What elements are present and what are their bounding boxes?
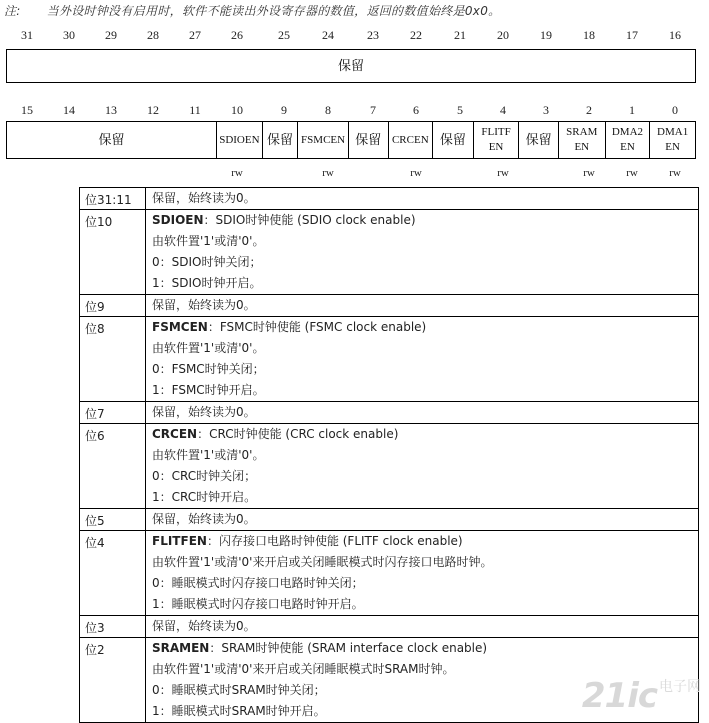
bit-number: 10	[231, 103, 243, 117]
desc-line: 保留，始终读为0。	[152, 405, 256, 419]
bit-number: 20	[497, 28, 509, 42]
desc-line: 0：SDIO时钟关闭；	[152, 255, 262, 269]
desc-line	[152, 424, 698, 445]
desc-line	[152, 210, 698, 231]
desc-row-bit8	[80, 317, 699, 402]
bit-number: 14	[63, 103, 75, 117]
desc-title: ：FSMC时钟使能 (FSMC clock enable)	[207, 320, 427, 334]
bit-number: 5	[457, 103, 463, 117]
bit-number: 17	[626, 28, 638, 42]
bit-number: 8	[325, 103, 331, 117]
desc-line: 保留，始终读为0。	[152, 298, 256, 312]
desc-line: 保留，始终读为0。	[152, 619, 256, 633]
desc-title: ：CRC时钟使能 (CRC clock enable)	[197, 427, 399, 441]
desc-line: 1：睡眠模式时闪存接口电路时钟开启。	[152, 597, 364, 611]
desc-line: 保留，始终读为0。	[152, 512, 256, 526]
desc-row-bit10	[80, 210, 699, 295]
bit-number: 11	[189, 103, 201, 117]
bit-number: 27	[189, 28, 201, 42]
bit-number: 3	[543, 103, 549, 117]
desc-title: ：SRAM时钟使能 (SRAM interface clock enable)	[209, 641, 488, 655]
field-dma2en	[605, 122, 650, 159]
desc-text	[146, 509, 699, 531]
desc-line: 由软件置'1'或清'0'。	[152, 341, 265, 355]
desc-bit-label: 位3	[80, 616, 146, 638]
desc-bit-label: 位5	[80, 509, 146, 531]
desc-text	[146, 317, 699, 402]
desc-text	[146, 402, 699, 424]
field-flitfen-line2: EN	[488, 141, 504, 153]
desc-line	[152, 317, 698, 338]
bit-number: 26	[231, 28, 243, 42]
field-flitfen-line1: FLITF	[481, 126, 511, 138]
desc-bit-label: 位8	[80, 317, 146, 402]
access-rw-bit4: rw	[497, 167, 509, 179]
desc-text	[146, 188, 699, 210]
reserved-field-9: 保留	[262, 122, 298, 159]
field-dma1en-line1: DMA1	[657, 126, 689, 138]
desc-bit-label: 位6	[80, 424, 146, 509]
bit-number: 4	[500, 103, 506, 117]
desc-line: 由软件置'1'或清'0'。	[152, 234, 265, 248]
bit-number: 24	[322, 28, 334, 42]
field-dma2en-line1: DMA2	[611, 126, 644, 138]
bit-number: 23	[367, 28, 379, 42]
desc-text	[146, 616, 699, 638]
desc-bit-label: 位9	[80, 295, 146, 317]
desc-line: 0：CRC时钟关闭；	[152, 469, 257, 483]
desc-line	[152, 638, 698, 659]
desc-row-bit9	[80, 295, 699, 317]
field-flitfen	[473, 122, 519, 159]
note-label: 注:	[4, 4, 21, 18]
desc-title: ：SDIO时钟使能 (SDIO clock enable)	[203, 213, 416, 227]
desc-bit-label: 位10	[80, 210, 146, 295]
desc-line: 0：FSMC时钟关闭；	[152, 362, 265, 376]
desc-line: 由软件置'1'或清'0'来开启或关闭睡眠模式时闪存接口电路时钟。	[152, 555, 493, 569]
reserved-field-5: 保留	[433, 122, 474, 159]
access-rw-bit2: rw	[583, 167, 595, 179]
desc-field-name: CRCEN	[152, 427, 198, 441]
watermark-logo	[582, 676, 701, 716]
upper-bit-numbers	[0, 28, 709, 44]
access-rw-bit6: rw	[410, 167, 422, 179]
desc-line: 0：睡眠模式时闪存接口电路时钟关闭；	[152, 576, 364, 590]
desc-line: 0：睡眠模式时SRAM时钟关闭；	[152, 683, 326, 697]
bit-number: 30	[63, 28, 75, 42]
desc-line: 保留，始终读为0。	[152, 191, 256, 205]
bit-number: 31	[21, 28, 33, 42]
bit-description-table	[79, 187, 699, 723]
reserved-field-3: 保留	[519, 122, 559, 159]
desc-line: 1：SDIO时钟开启。	[152, 276, 262, 290]
bit-number: 13	[105, 103, 117, 117]
bit-number: 15	[21, 103, 33, 117]
desc-line: 1：睡眠模式时SRAM时钟开启。	[152, 704, 326, 718]
watermark-small: 电子网	[659, 679, 701, 695]
bit-number: 22	[410, 28, 422, 42]
field-sramen	[558, 122, 605, 159]
bit-number: 12	[147, 103, 159, 117]
desc-row-bit7	[80, 402, 699, 424]
desc-row-bits31-11	[80, 188, 699, 210]
desc-bit-label: 位4	[80, 531, 146, 616]
desc-row-bit6	[80, 424, 699, 509]
desc-field-name: FSMCEN	[152, 320, 208, 334]
lower-bit-numbers	[0, 103, 709, 119]
bit-number: 16	[669, 28, 681, 42]
access-rw-bit0: rw	[669, 167, 681, 179]
access-rw-bit10: rw	[231, 167, 243, 179]
field-dma2en-line2: EN	[620, 141, 635, 153]
desc-field-name: SDIOEN	[152, 213, 204, 227]
watermark-big: 21ic	[581, 676, 657, 716]
field-sramen-line1: SRAM	[566, 126, 598, 138]
note-text: 当外设时钟没有启用时，软件不能读出外设寄存器的数值，返回的数值始终是0x0。	[46, 4, 501, 18]
desc-line	[152, 531, 698, 552]
note-line	[4, 2, 500, 19]
bit-number: 0	[672, 103, 678, 117]
desc-bit-label: 位2	[80, 638, 146, 723]
bit-number: 1	[629, 103, 635, 117]
bit-number: 25	[278, 28, 290, 42]
desc-row-bit4	[80, 531, 699, 616]
bit-number: 28	[147, 28, 159, 42]
bit-number: 18	[583, 28, 595, 42]
desc-field-name: FLITFEN	[152, 534, 207, 548]
field-dma1en	[650, 122, 696, 159]
desc-row-bit5	[80, 509, 699, 531]
field-fsmcen: FSMCEN	[298, 122, 349, 159]
desc-row-bit3	[80, 616, 699, 638]
desc-bit-label: 位31:11	[80, 188, 146, 210]
field-crcen: CRCEN	[388, 122, 433, 159]
desc-text	[146, 295, 699, 317]
reserved-field-upper: 保留	[7, 50, 696, 83]
reserved-field-7: 保留	[348, 122, 388, 159]
register-upper-row	[6, 49, 696, 83]
desc-text	[146, 424, 699, 509]
desc-text	[146, 531, 699, 616]
field-dma1en-line2: EN	[665, 141, 680, 153]
desc-bit-label: 位7	[80, 402, 146, 424]
field-sramen-line2: EN	[574, 141, 590, 153]
desc-line: 1：FSMC时钟开启。	[152, 383, 265, 397]
reserved-field-15-11: 保留	[7, 122, 217, 159]
access-rw-bit8: rw	[322, 167, 334, 179]
desc-line: 由软件置'1'或清'0'来开启或关闭睡眠模式时SRAM时钟。	[152, 662, 455, 676]
register-lower-row	[6, 121, 696, 159]
desc-line: 由软件置'1'或清'0'。	[152, 448, 265, 462]
desc-title: ：闪存接口电路时钟使能 (FLITF clock enable)	[206, 534, 463, 548]
bit-number: 6	[413, 103, 419, 117]
bit-number: 2	[586, 103, 592, 117]
bit-number: 29	[105, 28, 117, 42]
field-sdioen: SDIOEN	[217, 122, 263, 159]
access-rw-bit1: rw	[626, 167, 638, 179]
desc-text	[146, 210, 699, 295]
bit-number: 19	[540, 28, 552, 42]
bit-number: 21	[454, 28, 466, 42]
desc-field-name: SRAMEN	[152, 641, 210, 655]
bit-number: 7	[370, 103, 376, 117]
desc-line: 1：CRC时钟开启。	[152, 490, 257, 504]
bit-number: 9	[281, 103, 287, 117]
